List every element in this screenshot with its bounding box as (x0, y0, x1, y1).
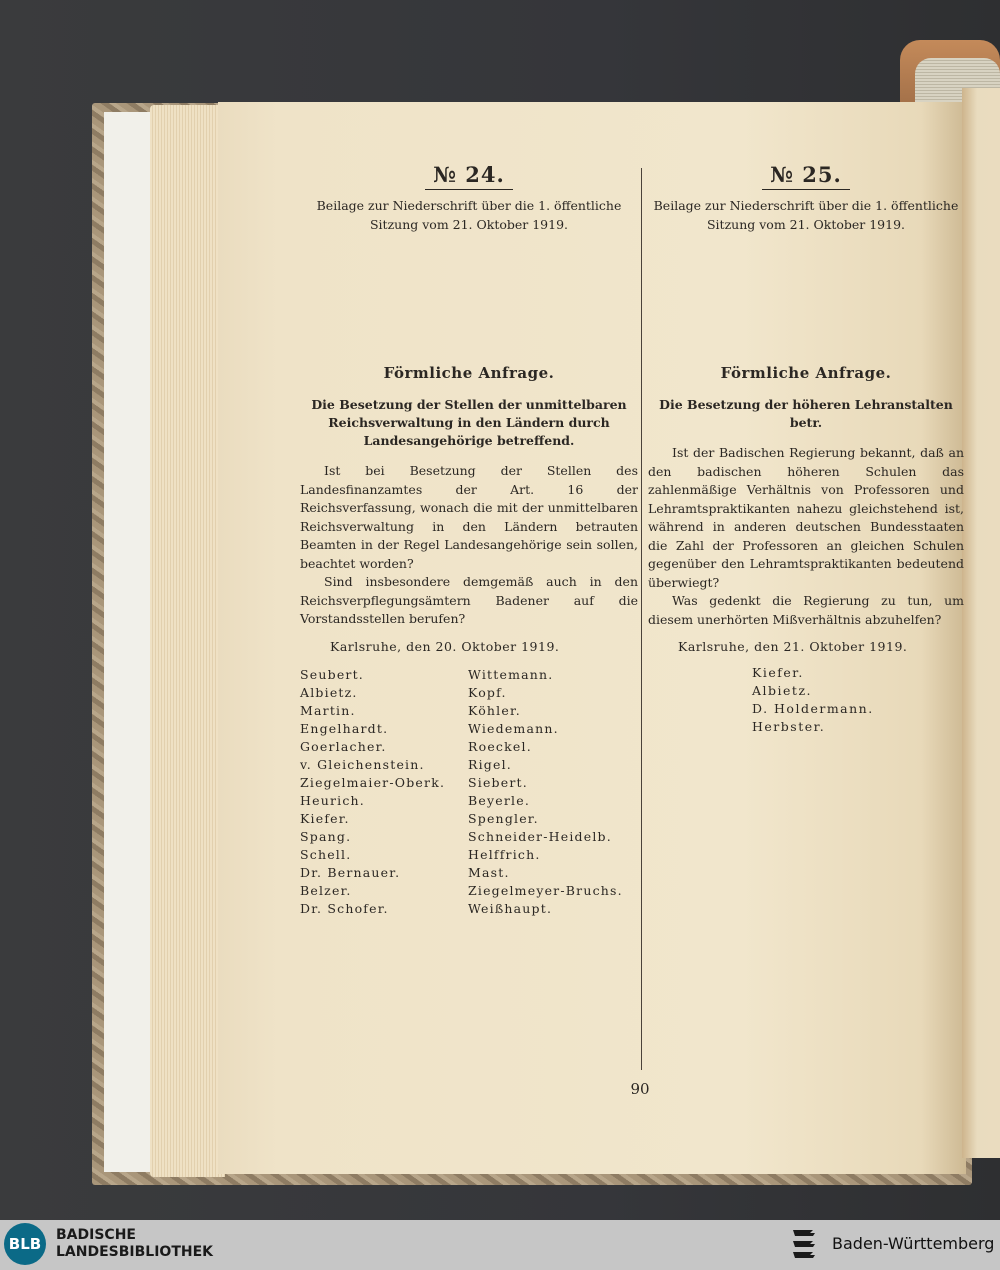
beilage-note: Beilage zur Niederschrift über die 1. öffentliche Sitzung vom 21. Oktober 1919. (316, 198, 622, 232)
signature-name: Herbster. (752, 719, 826, 734)
signature-name: Engelhardt. (300, 720, 389, 736)
signature-name: Ziegelmeyer-Bruchs. (468, 882, 623, 898)
paragraph: Ist der Badischen Regierung bekannt, daß an den badischen höheren Schulen das zahlenmäßige Verhältnis von Professoren und Lehramtspraktikanten nahezu gleichstehend ist, während in anderen deutschen Bundesstaaten die Zahl der Professoren an gleichen Schulen gegenüber den Lehramtspraktikanten bedeutend überwiegt? (648, 445, 964, 590)
document-number: № 25. (648, 162, 964, 187)
signature-name: Schneider-Heidelb. (468, 828, 612, 844)
signature-list (300, 666, 638, 918)
document-subtitle: Die Besetzung der Stellen der unmittelbaren Reichsverwaltung in den Ländern durch Landesangehörige betreffend. (311, 397, 627, 448)
signature-name: Wittemann. (468, 666, 554, 682)
signature-name: Dr. Schofer. (300, 900, 389, 916)
library-name[interactable] (56, 1227, 213, 1261)
signature-name: v. Gleichenstein. (300, 756, 425, 772)
signature-name: Wiedemann. (468, 720, 559, 736)
signature-column (468, 666, 636, 918)
signature-name: Kopf. (468, 684, 507, 700)
signature-name: Spengler. (468, 810, 539, 826)
document-body (300, 462, 638, 629)
signature-name: Goerlacher. (300, 738, 387, 754)
column-divider (641, 168, 642, 1070)
document-subtitle: Die Besetzung der höheren Lehranstalten betr. (659, 397, 953, 430)
signature-name: Heurich. (300, 792, 365, 808)
signature-name: Albietz. (300, 684, 358, 700)
document-25 (648, 162, 964, 736)
signature-list (648, 664, 964, 736)
date-line: Karlsruhe, den 20. Oktober 1919. (330, 638, 560, 654)
state-name[interactable]: Baden-Württemberg (832, 1234, 995, 1253)
document-body (648, 444, 964, 629)
signature-name: Helffrich. (468, 846, 541, 862)
signature-name: Schell. (300, 846, 352, 862)
signature-name: Beyerle. (468, 792, 530, 808)
signature-name: Albietz. (752, 683, 813, 698)
page-number: 90 (630, 1080, 650, 1098)
signature-name: Mast. (468, 864, 510, 880)
signature-name: Spang. (300, 828, 352, 844)
paragraph: Sind insbesondere demgemäß auch in den Reichsverpflegungsämtern Badener auf die Vorstandsstellen berufen? (300, 574, 638, 626)
date-line: Karlsruhe, den 21. Oktober 1919. (678, 639, 908, 654)
signature-name: Dr. Bernauer. (300, 864, 401, 880)
paragraph: Was gedenkt die Regierung zu tun, um diesem unerhörten Mißverhältnis abzuhelfen? (648, 593, 964, 627)
library-name-line2: LANDESBIBLIOTHEK (56, 1244, 214, 1260)
document-24 (300, 162, 638, 918)
signature-name: Kiefer. (752, 665, 804, 680)
document-number: № 24. (300, 162, 638, 187)
blb-logo-icon[interactable]: BLB (4, 1223, 46, 1265)
signature-name: Martin. (300, 702, 356, 718)
lion-emblem-icon (790, 1226, 820, 1262)
signature-name: Weißhaupt. (468, 900, 553, 916)
signature-name: Belzer. (300, 882, 352, 898)
document-title: Förmliche Anfrage. (383, 364, 555, 382)
signature-column (300, 666, 468, 918)
signature-name: Rigel. (468, 756, 512, 772)
signature-name: Kiefer. (300, 810, 350, 826)
library-name-line1: BADISCHE (56, 1227, 136, 1243)
signature-name: Köhler. (468, 702, 521, 718)
document-title: Förmliche Anfrage. (720, 364, 892, 382)
signature-name: Ziegelmaier-Oberk. (300, 774, 446, 790)
signature-name: D. Holdermann. (752, 701, 874, 716)
footer-bar (0, 1220, 1000, 1270)
facing-page-edge (962, 88, 1000, 1158)
page-edges (150, 105, 225, 1177)
flyleaf (104, 112, 156, 1172)
signature-name: Siebert. (468, 774, 528, 790)
beilage-note: Beilage zur Niederschrift über die 1. öffentliche Sitzung vom 21. Oktober 1919. (653, 198, 959, 232)
paragraph: Ist bei Besetzung der Stellen des Landesfinanzamtes der Art. 16 der Reichsverfassung, wonach die mit der unmittelbaren Reichsverwaltung in den Ländern betrauten Beamten in der Regel Landesangehörige sein sollen, beachtet worden? (300, 463, 638, 571)
signature-name: Roeckel. (468, 738, 532, 754)
signature-name: Seubert. (300, 666, 364, 682)
